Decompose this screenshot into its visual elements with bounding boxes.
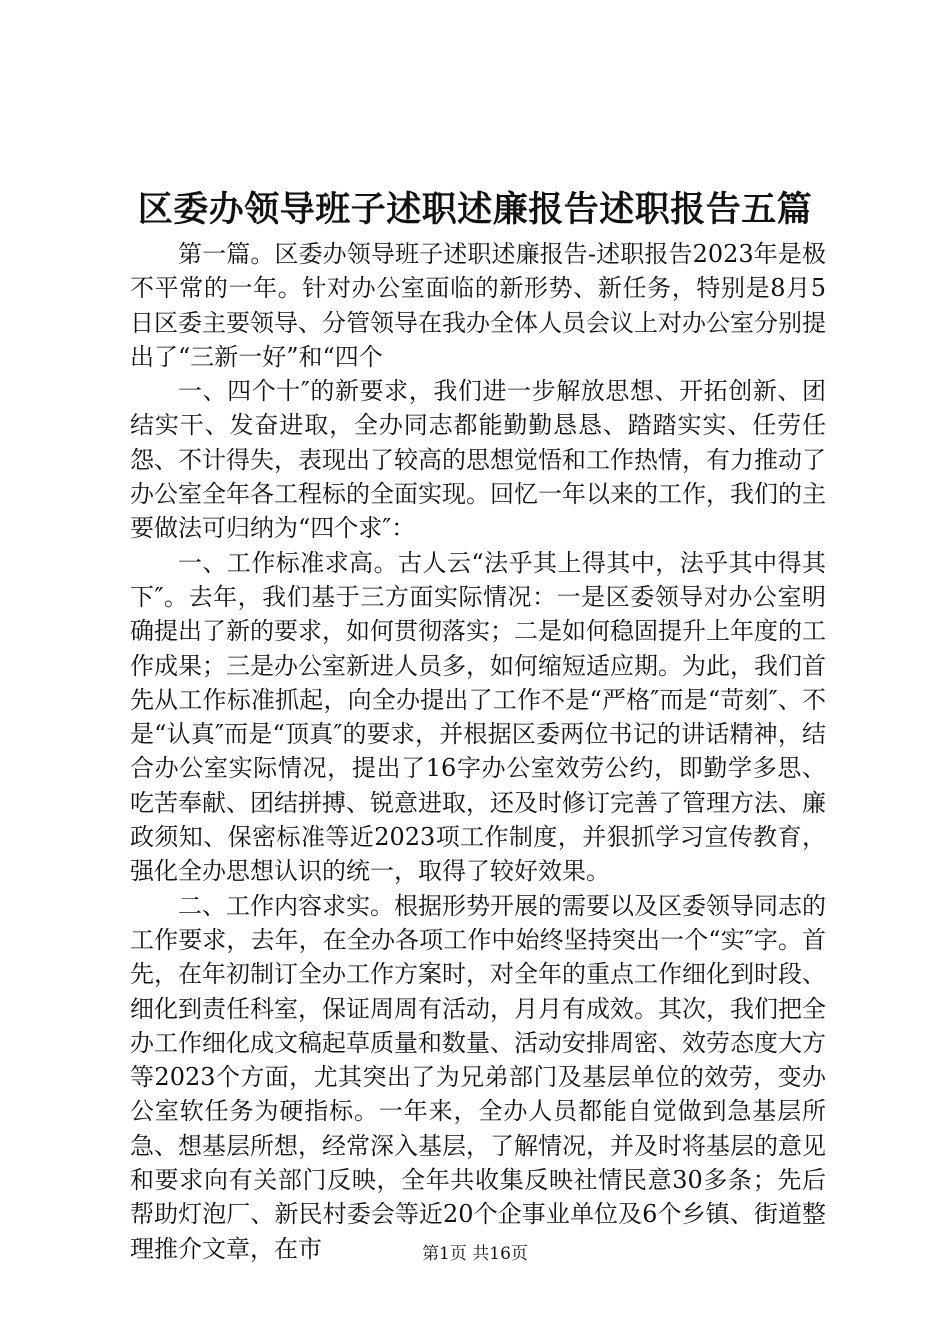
page-footer: 第1页 共16页 [422, 1244, 528, 1264]
document-title: 区委办领导班子述职述廉报告述职报告五篇 [137, 189, 813, 230]
paragraph-3: 一、工作标准求高。古人云“法乎其上得其中，法乎其中得其下″。去年，我们基于三方面实际情况：一是区委领导对办公室明确提出了新的要求，如何贯彻落实；二是如何稳固提升上年度的工作成果；三是办公室新进人员多，如何缩短适应期。为此，我们首先从工作标准抓起，向全办提出了工作不是“严格″而是“苛刻″、不是“认真″而是“顶真″的要求，并根据区委两位书记的讲话精神，结合办公室实际情况，提出了16字办公室效劳公约，即勤学多思、吃苦奉献、团结拼搏、锐意进取，还及时修订完善了管理方法、廉政须知、保密标准等近2023项工作制度，并狠抓学习宣传教育，强化全办思想认识的统一，取得了较好效果。 [130, 548, 826, 886]
document-body [130, 237, 826, 1266]
paragraph-2: 一、四个十″的新要求，我们进一步解放思想、开拓创新、团结实干、发奋进取，全办同志都能勤勤恳恳、踏踏实实、任劳任怨、不计得失，表现出了较高的思想觉悟和工作热情，有力推动了办公室全年各工程标的全面实现。回忆一年以来的工作，我们的主要做法可归纳为“四个求″： [130, 377, 826, 543]
paragraph-4: 二、工作内容求实。根据形势开展的需要以及区委领导同志的工作要求，去年，在全办各项工作中始终坚持突出一个“实″字。首先，在年初制订全办工作方案时，对全年的重点工作细化到时段、细化到责任科室，保证周周有活动，月月有成效。其次，我们把全办工作细化成文稿起草质量和数量、活动安排周密、效劳态度大方等2023个方面，尤其突出了为兄弟部门及基层单位的效劳，变办公室软任务为硬指标。一年来，全办人员都能自觉做到急基层所急、想基层所想，经常深入基层，了解情况，并及时将基层的意见和要求向有关部门反映，全年共收集反映社情民意30多条；先后帮助灯泡厂、新民村委会等近20个企事业单位及6个乡镇、街道整理推介文章，在市 [130, 891, 826, 1263]
paragraph-1: 第一篇。区委办领导班子述职述廉报告-述职报告2023年是极不平常的一年。针对办公室面临的新形势、新任务，特别是8月5日区委主要领导、分管领导在我办全体人员会议上对办公室分别提出了“三新一好”和“四个 [130, 240, 826, 371]
